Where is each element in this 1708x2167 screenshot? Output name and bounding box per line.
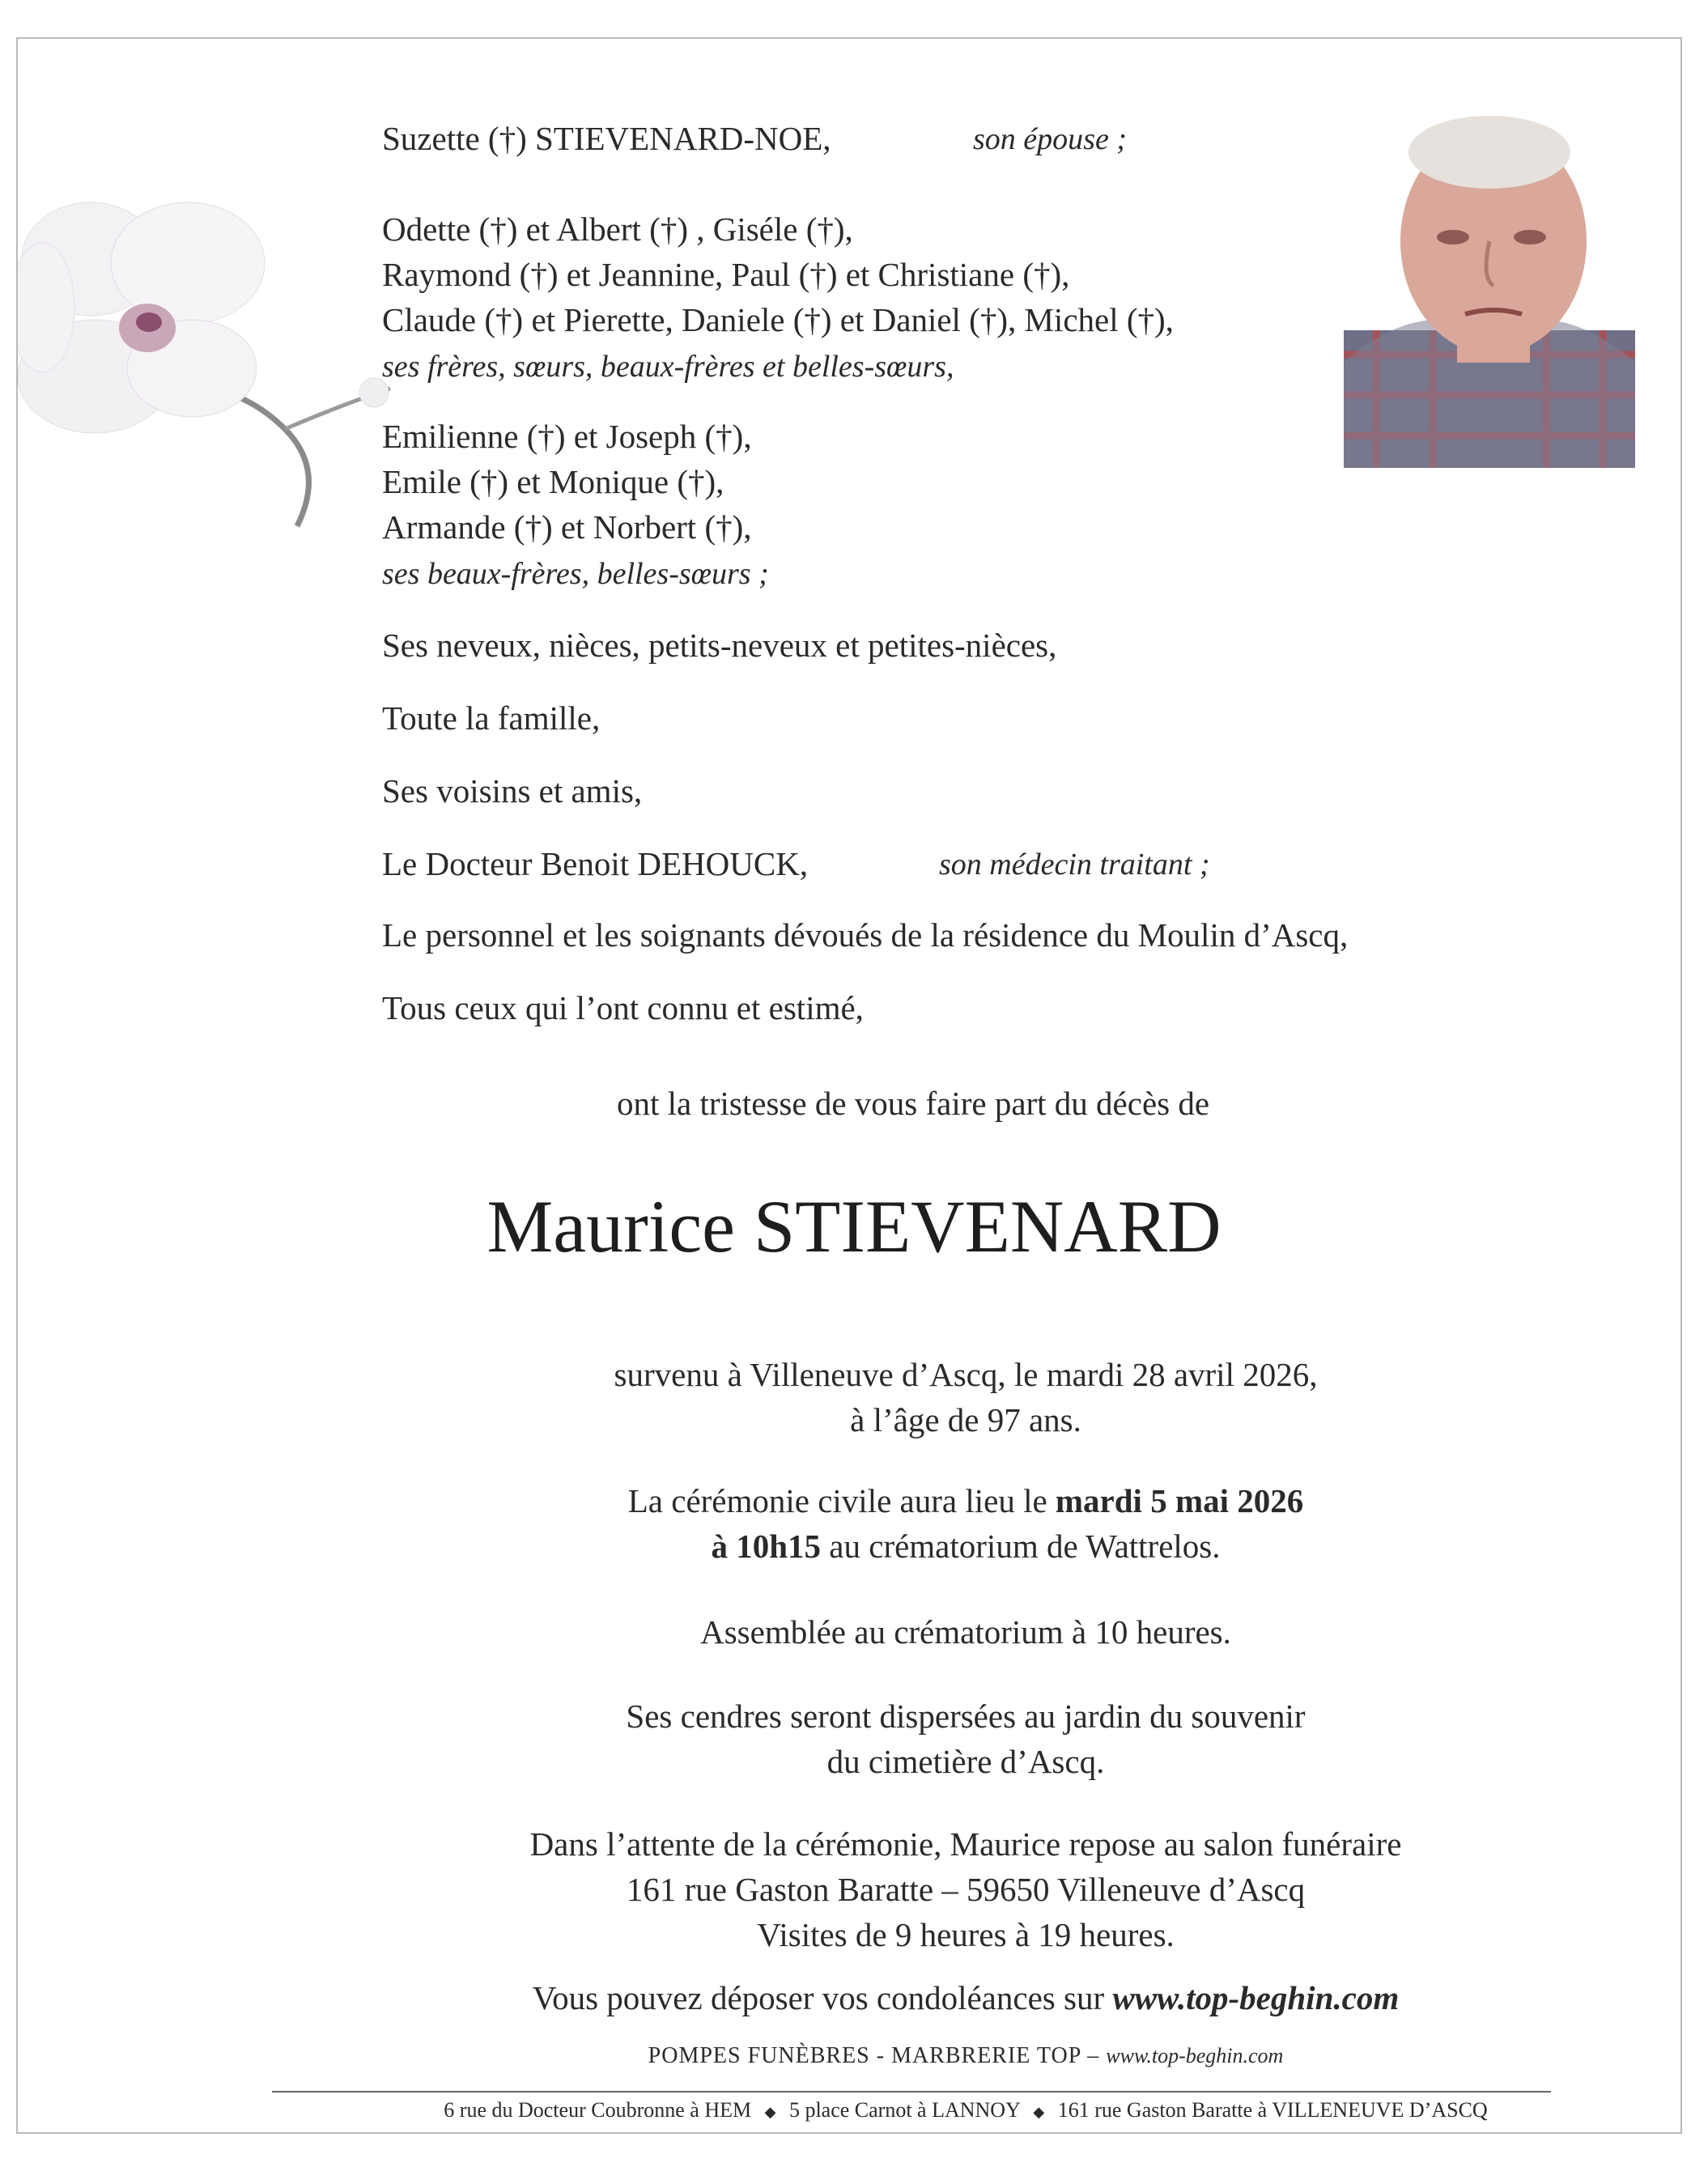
sibling-line-1: Odette (†) et Albert (†) , Giséle (†),: [382, 210, 853, 248]
ceremony-time: à 10h15: [711, 1528, 822, 1565]
announcement: ont la tristesse de vous faire part du décès de: [617, 1085, 1210, 1122]
doctor-line: Le Docteur Benoit DEHOUCK,: [382, 845, 809, 882]
viewing-line-2: 161 rue Gaston Baratte – 59650 Villeneuve d’Ascq: [626, 1871, 1306, 1908]
inlaws-role: ses beaux-frères, belles-sœurs ;: [382, 557, 769, 591]
separator-icon: ◆: [1033, 2104, 1045, 2120]
address-villeneuve: 161 rue Gaston Baratte à VILLENEUVE D’ASCQ: [1057, 2098, 1488, 2122]
company-name: POMPES FUNÈBRES - MARBRERIE TOP: [648, 2043, 1081, 2068]
footer-divider: [272, 2091, 1551, 2093]
ashes-line-1: Ses cendres seront dispersées au jardin du souvenir: [626, 1697, 1306, 1735]
address-lannoy: 5 place Carnot à LANNOY: [788, 2098, 1020, 2122]
viewing-line-1: Dans l’attente de la cérémonie, Maurice repose au salon funéraire: [529, 1825, 1402, 1863]
staff-line: Le personnel et les soignants dévoués de la résidence du Moulin d’Ascq,: [382, 916, 1349, 954]
inlaw-line-2: Emile (†) et Monique (†),: [382, 463, 724, 500]
sibling-line-2: Raymond (†) et Jeannine, Paul (†) et Christiane (†),: [382, 256, 1070, 293]
separator-icon: ◆: [764, 2104, 776, 2120]
ceremony-line-1: [112, 1478, 1708, 1523]
death-line-2: à l’âge de 97 ans.: [850, 1401, 1081, 1438]
footer-url[interactable]: www.top-beghin.com: [1106, 2044, 1284, 2067]
orchid-decoration: [18, 186, 398, 534]
footer-dash: –: [1081, 2043, 1107, 2068]
address-hem: 6 rue du Docteur Coubronne à HEM: [444, 2098, 752, 2122]
ceremony-line-2: [112, 1523, 1708, 1569]
inlaw-line-1: Emilienne (†) et Joseph (†),: [382, 418, 752, 455]
footer-company-line: [112, 2043, 1708, 2069]
spouse-line: Suzette (†) STIEVENARD-NOE,: [382, 120, 831, 157]
deceased-name: Maurice STIEVENARD: [486, 1185, 1222, 1268]
ceremony-date: mardi 5 mai 2026: [1055, 1482, 1304, 1519]
footer-addresses: [112, 2098, 1708, 2122]
condolences-line: [112, 1975, 1708, 2020]
assembly-line: Assemblée au crématorium à 10 heures.: [700, 1613, 1231, 1651]
doctor-role: son médecin traitant ;: [939, 848, 1210, 882]
death-line-1: survenu à Villeneuve d’Ascq, le mardi 28 avril 2026,: [614, 1356, 1318, 1393]
ashes-line-2: du cimetière d’Ascq.: [826, 1743, 1105, 1780]
condolences-link[interactable]: www.top-beghin.com: [1112, 1979, 1400, 2016]
inlaw-line-3: Armande (†) et Norbert (†),: [382, 508, 752, 546]
family-line: Toute la famille,: [382, 699, 601, 737]
ceremony-text: La cérémonie civile aura lieu le: [627, 1482, 1056, 1519]
neighbors-line: Ses voisins et amis,: [382, 772, 643, 809]
ceremony-place: au crématorium de Wattrelos.: [821, 1528, 1221, 1565]
spouse-role: son épouse ;: [973, 122, 1127, 156]
viewing-line-3: Visites de 9 heures à 19 heures.: [757, 1916, 1175, 1953]
siblings-role: ses frères, sœurs, beaux-frères et belles-sœurs,: [382, 350, 954, 384]
friends-line: Tous ceux qui l’ont connu et estimé,: [382, 989, 864, 1026]
relatives-line: Ses neveux, nièces, petits-neveux et petites-nièces,: [382, 627, 1057, 664]
sibling-line-3: Claude (†) et Pierette, Daniele (†) et Daniel (†), Michel (†),: [382, 301, 1174, 338]
condolences-text: Vous pouvez déposer vos condoléances sur: [532, 1979, 1113, 2016]
portrait-photo: [1344, 96, 1635, 468]
